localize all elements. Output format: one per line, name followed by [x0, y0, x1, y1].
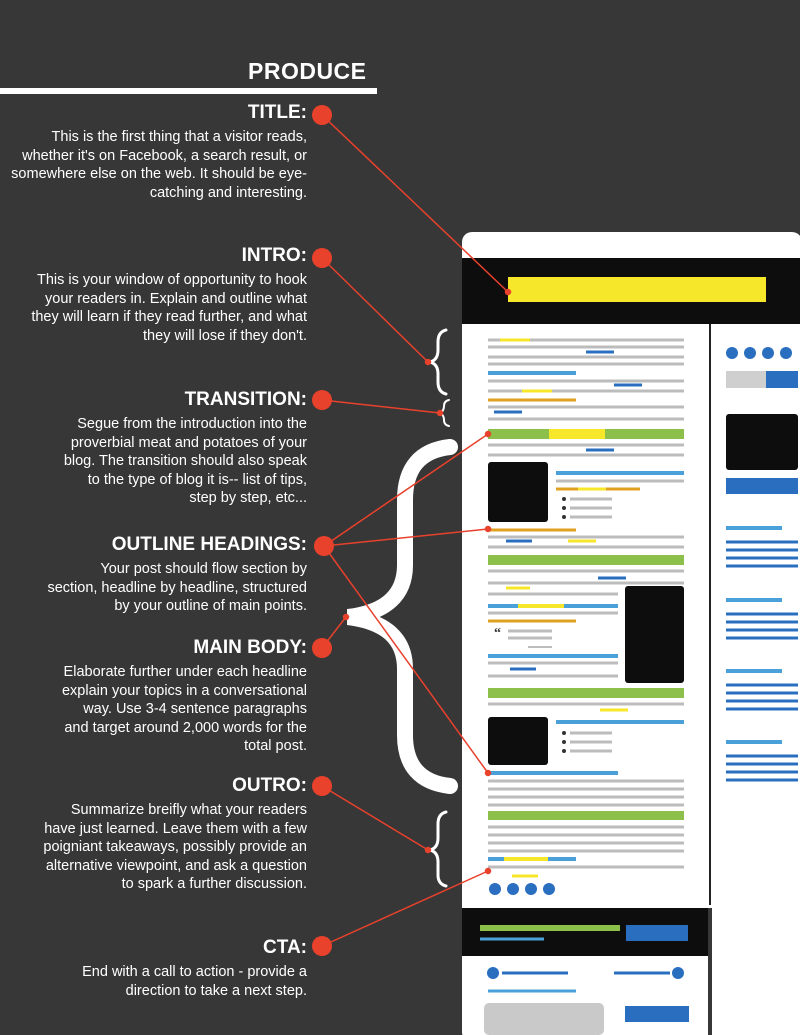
image-placeholder — [625, 586, 684, 683]
main-body-brace — [348, 447, 450, 786]
intro-brace — [430, 330, 446, 394]
section-heading: INTRO: — [241, 245, 307, 266]
section-body: Segue from the introduction into the proverbial meat and potatoes of your blog. The transition should also speak to the type of blog it is-- list of tips, step by step, etc... — [63, 416, 307, 506]
marker-dot-transition — [312, 390, 332, 410]
quote-icon: “ — [494, 626, 501, 641]
section-heading: TRANSITION: — [184, 389, 307, 410]
page-title: PRODUCE — [248, 58, 367, 84]
section-heading: OUTRO: — [232, 775, 307, 796]
marker-dot-main-body — [312, 638, 332, 658]
section-body: Summarize breifly what your readers have just learned. Leave them with a few poigniant takeaways, possibly provide an alternative viewpoint, and ask a question to spark a further discussion. — [43, 802, 307, 892]
section-heading: MAIN BODY: — [193, 637, 307, 658]
marker-dot-title — [312, 105, 332, 125]
section-body: Your post should flow section by section, headline by headline, structured by your outline of main points. — [47, 561, 307, 614]
heading-bar — [488, 811, 684, 820]
section-heading: CTA: — [263, 937, 307, 958]
footer-image — [484, 1003, 604, 1035]
section-body: End with a call to action - provide a direction to take a next step. — [82, 964, 307, 999]
image-placeholder — [488, 717, 548, 765]
sidebar-search-button — [766, 371, 798, 388]
brace-group — [348, 330, 450, 886]
section-body: This is the first thing that a visitor reads, whether it's on Facebook, a search result, or somewhere else on the web. It should be eye-catching and interesting. — [11, 129, 307, 201]
section-heading: TITLE: — [247, 102, 307, 123]
marker-dot-outline-headings — [314, 536, 334, 556]
outro-brace — [430, 812, 446, 886]
heading-highlight — [549, 429, 605, 439]
mockup-title-highlight — [508, 277, 766, 302]
cta-button — [626, 925, 688, 941]
footer-button — [625, 1006, 689, 1022]
section-body: This is your window of opportunity to hook your readers in. Explain and outline what they will learn if they read further, and what they will lose if they don't. — [31, 272, 307, 344]
heading-bar — [488, 688, 684, 698]
marker-dot-cta — [312, 936, 332, 956]
section-body: Elaborate further under each headline explain your topics in a conversational way. Use 3-4 sentence paragraphs and target around 2,000 words for the total post. — [61, 664, 307, 754]
image-placeholder — [488, 462, 548, 522]
heading-bar — [488, 555, 684, 565]
marker-dot-intro — [312, 248, 332, 268]
sidebar-image — [726, 414, 798, 470]
sidebar-button — [726, 478, 798, 494]
section-heading: OUTLINE HEADINGS: — [111, 534, 307, 555]
marker-dot-outro — [312, 776, 332, 796]
